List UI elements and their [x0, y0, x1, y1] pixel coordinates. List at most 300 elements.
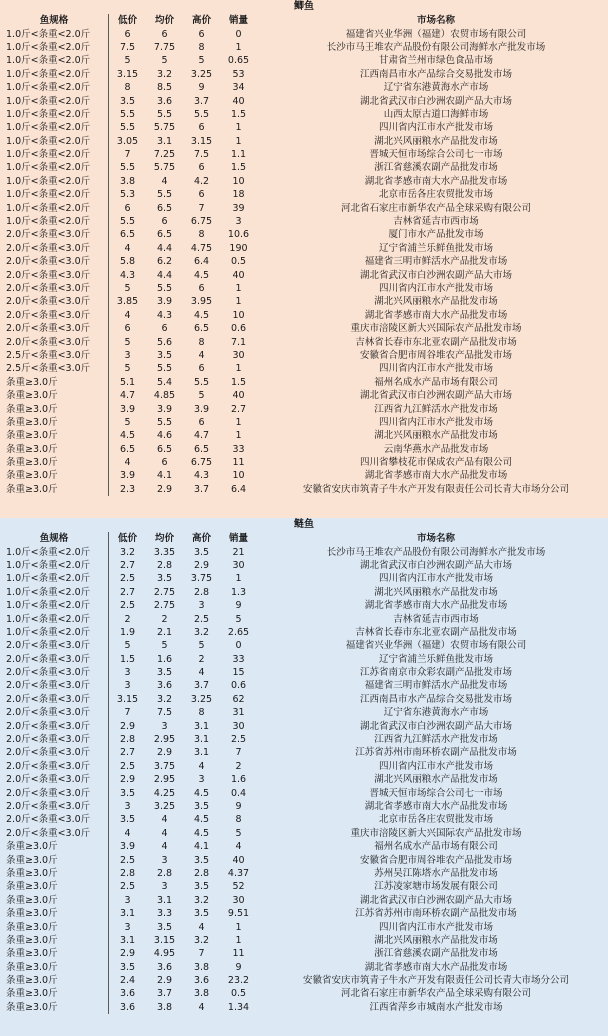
table-row	[0, 148, 608, 161]
cell-market: 江苏凌家塘市场发展有限公司	[374, 881, 498, 893]
cell-high: 5	[198, 55, 205, 67]
cell-market: 湖北省孝感市南大水产品批发市场	[364, 309, 508, 321]
cell-spec: 2.0斤<条重<3.0斤	[0, 813, 109, 826]
cell-spec: 2.0斤<条重<3.0斤	[0, 666, 109, 679]
cell-avg: 4.1	[156, 470, 173, 482]
cell-high: 6	[198, 122, 205, 134]
cell-volume: 1	[235, 363, 242, 375]
cell-market: 吉林省长春市东北亚农副产品批发市场	[355, 626, 517, 638]
cell-high: 7	[198, 948, 205, 960]
table-row	[0, 894, 608, 907]
cell-volume: 30	[232, 349, 245, 361]
cell-avg: 4	[161, 841, 168, 853]
cell-avg: 4.6	[156, 430, 173, 442]
cell-market: 重庆市涪陵区新大兴国际农产品批发市场	[350, 827, 522, 839]
cell-spec: 条重≥3.0斤	[0, 402, 109, 415]
cell-low: 3.85	[116, 296, 139, 308]
cell-high: 6	[198, 416, 205, 428]
cell-low: 4.5	[119, 430, 136, 442]
cell-spec: 2.0斤<条重<3.0斤	[0, 639, 109, 652]
table-row	[0, 175, 608, 188]
cell-spec: 1.0斤<条重<2.0斤	[0, 94, 109, 107]
cell-avg: 6	[161, 457, 168, 469]
cell-avg: 4.4	[156, 269, 173, 281]
cell-volume: 40	[232, 269, 245, 281]
cell-market: 四川省内江市水产批发市场	[378, 416, 493, 428]
table-row	[0, 376, 608, 389]
cell-market: 浙江省慈溪农副产品批发市场	[374, 948, 498, 960]
table-row	[0, 626, 608, 639]
header-market: 市场名称	[416, 533, 455, 545]
cell-spec: 条重≥3.0斤	[0, 853, 109, 866]
cell-high: 4	[198, 1001, 205, 1013]
cell-market: 四川省攀枝花市保成农产品有限公司	[359, 457, 512, 469]
cell-volume: 2.7	[230, 403, 247, 415]
cell-low: 3.9	[119, 403, 136, 415]
cell-low: 6.5	[119, 443, 136, 455]
cell-volume: 30	[232, 559, 245, 571]
cell-avg: 6.5	[156, 443, 173, 455]
cell-avg: 3.2	[156, 693, 173, 705]
table-row	[0, 41, 608, 54]
table-row	[0, 1001, 608, 1014]
cell-low: 5.5	[119, 162, 136, 174]
cell-spec: 2.0斤<条重<3.0斤	[0, 309, 109, 322]
table-row	[0, 693, 608, 706]
cell-low: 3.5	[119, 814, 136, 826]
table-row	[0, 242, 608, 255]
cell-low: 2.8	[119, 867, 136, 879]
cell-spec: 1.0斤<条重<2.0斤	[0, 121, 109, 134]
cell-market: 四川省内江市水产批发市场	[378, 573, 493, 585]
cell-high: 4.7	[193, 430, 210, 442]
cell-spec: 条重≥3.0斤	[0, 867, 109, 880]
cell-high: 4.2	[193, 175, 210, 187]
cell-avg: 3	[161, 854, 168, 866]
cell-avg: 5.5	[156, 108, 173, 120]
table-row	[0, 469, 608, 482]
cell-high: 7.5	[193, 149, 210, 161]
cell-low: 2.5	[119, 573, 136, 585]
cell-avg: 7.25	[153, 149, 176, 161]
cell-market: 甘肃省兰州市绿色食品市场	[378, 55, 493, 67]
cell-avg: 5.75	[153, 122, 176, 134]
cell-market: 湖北省孝感市南大水产品批发市场	[364, 801, 508, 812]
cell-avg: 3.5	[156, 667, 173, 679]
table-row	[0, 349, 608, 362]
cell-volume: 21	[232, 546, 245, 558]
cell-volume: 30	[232, 720, 245, 732]
cell-avg: 4.4	[156, 242, 173, 254]
cell-low: 3	[124, 667, 131, 679]
table-row	[0, 322, 608, 335]
cell-spec: 1.0斤<条重<2.0斤	[0, 81, 109, 94]
table-row	[0, 429, 608, 442]
cell-market: 云南华燕水产品批发市场	[383, 443, 489, 455]
cell-high: 3.8	[193, 961, 210, 973]
cell-spec: 条重≥3.0斤	[0, 416, 109, 429]
cell-spec: 条重≥3.0斤	[0, 974, 109, 987]
cell-market: 四川省内江市水产批发市场	[378, 921, 493, 933]
cell-volume: 9	[235, 961, 242, 973]
cell-avg: 5	[161, 55, 168, 67]
cell-volume: 1.1	[230, 149, 247, 161]
cell-market: 长沙市马王堆农产品股份有限公司海鲜水产批发市场	[326, 546, 546, 558]
cell-high: 5	[198, 640, 205, 652]
cell-volume: 34	[232, 82, 245, 94]
cell-spec: 1.0斤<条重<2.0斤	[0, 572, 109, 585]
cell-avg: 5.5	[156, 363, 173, 375]
cell-high: 8	[198, 336, 205, 348]
cell-market: 江苏省苏州市南环桥农副产品批发市场	[355, 908, 517, 920]
table-row	[0, 108, 608, 121]
cell-spec: 条重≥3.0斤	[0, 443, 109, 456]
cell-low: 3.1	[119, 908, 136, 920]
cell-avg: 3.1	[156, 894, 173, 906]
cell-volume: 10	[232, 470, 245, 482]
cell-spec: 条重≥3.0斤	[0, 840, 109, 853]
cell-high: 3.5	[193, 908, 210, 920]
cell-avg: 3.5	[156, 349, 173, 361]
cell-spec: 条重≥3.0斤	[0, 947, 109, 960]
cell-spec: 条重≥3.0斤	[0, 1001, 109, 1014]
cell-market: 四川省内江市水产批发市场	[378, 363, 493, 375]
cell-avg: 4.3	[156, 309, 173, 321]
cell-high: 3.2	[193, 934, 210, 946]
cell-spec: 1.0斤<条重<2.0斤	[0, 135, 109, 148]
table-row	[0, 907, 608, 920]
cell-volume: 15	[232, 667, 245, 679]
cell-spec: 条重≥3.0斤	[0, 934, 109, 947]
cell-volume: 30	[232, 894, 245, 906]
cell-spec: 条重≥3.0斤	[0, 880, 109, 893]
cell-high: 3.5	[193, 546, 210, 558]
cell-low: 3.5	[119, 787, 136, 799]
cell-high: 6	[198, 28, 205, 40]
price-table	[0, 532, 608, 1014]
cell-spec: 1.0斤<条重<2.0斤	[0, 599, 109, 612]
cell-volume: 11	[232, 948, 245, 960]
cell-volume: 9.51	[227, 908, 250, 920]
cell-avg: 3	[161, 881, 168, 893]
table-body	[0, 27, 608, 496]
cell-spec: 条重≥3.0斤	[0, 376, 109, 389]
cell-volume: 7	[235, 747, 242, 759]
cell-market: 四川省内江市水产批发市场	[378, 283, 493, 294]
cell-high: 8	[198, 707, 205, 719]
cell-avg: 6.2	[156, 256, 173, 268]
cell-high: 3.6	[193, 975, 210, 987]
cell-volume: 31	[232, 707, 245, 719]
cell-high: 5.5	[193, 108, 210, 120]
cell-low: 2.9	[119, 720, 136, 732]
cell-market: 湖北兴风丽粮水产品批发市场	[374, 774, 498, 786]
cell-volume: 33	[232, 443, 245, 455]
cell-avg: 6	[161, 323, 168, 335]
cell-high: 3.1	[193, 734, 210, 746]
cell-spec: 1.0斤<条重<2.0斤	[0, 54, 109, 67]
table-row	[0, 840, 608, 853]
cell-market: 晋城天恒市场综合公司七一市场	[369, 149, 503, 161]
cell-market: 安徽省安庆市筑青子牛水产开发有限责任公司长青大市场分公司	[302, 483, 569, 495]
cell-high: 6.5	[193, 443, 210, 455]
cell-high: 4.75	[190, 242, 213, 254]
cell-market: 江西省萍乡市城南水产批发市场	[369, 1001, 503, 1013]
cell-low: 3.5	[119, 961, 136, 973]
table-body	[0, 545, 608, 1014]
cell-low: 3	[124, 801, 131, 812]
cell-volume: 1.6	[230, 774, 247, 786]
cell-high: 4	[198, 921, 205, 933]
cell-low: 3	[124, 894, 131, 906]
cell-high: 6	[198, 189, 205, 201]
cell-avg: 7.75	[153, 41, 176, 53]
cell-spec: 条重≥3.0斤	[0, 920, 109, 933]
header-low: 低价	[117, 533, 137, 545]
cell-avg: 6	[161, 28, 168, 40]
cell-avg: 4.95	[153, 948, 176, 960]
cell-low: 3.15	[116, 68, 139, 80]
cell-volume: 9	[235, 600, 242, 612]
cell-high: 3.95	[190, 296, 213, 308]
cell-spec: 1.0斤<条重<2.0斤	[0, 175, 109, 188]
cell-market: 湖北兴风丽粮水产品批发市场	[374, 296, 498, 308]
cell-avg: 3.1	[156, 135, 173, 147]
cell-low: 5	[124, 336, 131, 348]
cell-low: 6	[124, 202, 131, 214]
cell-avg: 4.25	[153, 787, 176, 799]
cell-market: 湖北省孝感市南大水产品批发市场	[364, 961, 508, 973]
cell-market: 福州名成水产品市场有限公司	[374, 376, 498, 388]
cell-volume: 40	[232, 390, 245, 402]
cell-low: 3	[124, 349, 131, 361]
table-row	[0, 255, 608, 268]
cell-avg: 3.9	[156, 403, 173, 415]
header-spec: 鱼规格	[0, 14, 109, 27]
cell-low: 6	[124, 323, 131, 335]
cell-low: 6.5	[119, 229, 136, 241]
cell-volume: 11	[232, 457, 245, 469]
cell-market: 湖北省武汉市白沙洲农副产品大市场	[359, 720, 512, 732]
cell-market: 河北省石家庄市新华农产品全球采购有限公司	[340, 202, 531, 214]
table-row	[0, 653, 608, 666]
cell-spec: 2.0斤<条重<3.0斤	[0, 719, 109, 732]
cell-market: 湖北省武汉市白沙洲农副产品大市场	[359, 269, 512, 281]
cell-low: 7	[124, 707, 131, 719]
cell-market: 北京市岳各庄农贸批发市场	[378, 814, 493, 826]
cell-market: 湖北兴风丽粮水产品批发市场	[374, 934, 498, 946]
cell-avg: 2.75	[153, 586, 176, 598]
cell-volume: 1	[235, 283, 242, 294]
cell-low: 3.6	[119, 1001, 136, 1013]
cell-volume: 10	[232, 309, 245, 321]
cell-market: 江西省九江鲜活水产批发市场	[374, 403, 498, 415]
cell-low: 3.6	[119, 988, 136, 1000]
cell-spec: 条重≥3.0斤	[0, 894, 109, 907]
cell-volume: 53	[232, 68, 245, 80]
cell-high: 2.8	[193, 586, 210, 598]
cell-spec: 2.0斤<条重<3.0斤	[0, 800, 109, 813]
cell-high: 5	[198, 390, 205, 402]
cell-high: 4.5	[193, 827, 210, 839]
cell-low: 2.3	[119, 483, 136, 495]
cell-low: 4	[124, 309, 131, 321]
cell-avg: 3.15	[153, 934, 176, 946]
price-table	[0, 14, 608, 496]
cell-avg: 4.85	[153, 390, 176, 402]
table-row	[0, 853, 608, 866]
table-row	[0, 228, 608, 241]
cell-avg: 1.6	[156, 653, 173, 665]
cell-spec: 1.0斤<条重<2.0斤	[0, 201, 109, 214]
cell-avg: 3.6	[156, 95, 173, 107]
cell-market: 吉林省长春市东北亚农副产品批发市场	[355, 336, 517, 348]
table-row	[0, 639, 608, 652]
cell-low: 2.5	[119, 760, 136, 772]
cell-spec: 2.0斤<条重<3.0斤	[0, 242, 109, 255]
cell-market: 湖北省孝感市南大水产品批发市场	[364, 175, 508, 187]
cell-high: 3.7	[193, 95, 210, 107]
cell-spec: 条重≥3.0斤	[0, 456, 109, 469]
cell-high: 3.7	[193, 483, 210, 495]
cell-volume: 4.37	[227, 867, 250, 879]
cell-market: 福建省兴业华洲（福建）农贸市场有限公司	[345, 640, 527, 652]
cell-high: 6.5	[193, 323, 210, 335]
cell-volume: 1	[235, 122, 242, 134]
cell-volume: 33	[232, 653, 245, 665]
cell-market: 湖北省孝感市南大水产品批发市场	[364, 600, 508, 612]
cell-market: 江西南昌市水产品综合交易批发市场	[359, 693, 512, 705]
cell-market: 湖北省武汉市白沙洲农副产品大市场	[359, 559, 512, 571]
cell-volume: 0	[235, 28, 242, 40]
cell-low: 4.3	[119, 269, 136, 281]
table-row	[0, 934, 608, 947]
cell-high: 2.8	[193, 867, 210, 879]
table-row	[0, 94, 608, 107]
cell-spec: 1.0斤<条重<2.0斤	[0, 215, 109, 228]
cell-market: 江西省九江鲜活水产批发市场	[374, 734, 498, 746]
cell-avg: 2.9	[156, 483, 173, 495]
cell-high: 3	[198, 774, 205, 786]
cell-spec: 2.5斤<条重<3.0斤	[0, 349, 109, 362]
cell-market: 湖北省武汉市白沙洲农副产品大市场	[359, 390, 512, 402]
cell-high: 4.5	[193, 787, 210, 799]
table-row	[0, 282, 608, 295]
cell-spec: 条重≥3.0斤	[0, 389, 109, 402]
cell-market: 北京市岳各庄农贸批发市场	[378, 189, 493, 201]
cell-market: 江苏省苏州市南环桥农副产品批发市场	[355, 747, 517, 759]
table-row	[0, 201, 608, 214]
cell-high: 4.5	[193, 309, 210, 321]
cell-spec: 1.0斤<条重<2.0斤	[0, 27, 109, 40]
cell-market: 湖北兴风丽粮水产品批发市场	[374, 586, 498, 598]
table-row	[0, 215, 608, 228]
cell-spec: 1.0斤<条重<2.0斤	[0, 559, 109, 572]
cell-high: 4.1	[193, 841, 210, 853]
cell-low: 2.5	[119, 600, 136, 612]
cell-spec: 2.5斤<条重<3.0斤	[0, 362, 109, 375]
cell-high: 9	[198, 82, 205, 94]
cell-low: 3.2	[119, 546, 136, 558]
cell-high: 3.2	[193, 626, 210, 638]
cell-market: 吉林省延吉市西市场	[393, 613, 479, 625]
cell-low: 3.15	[116, 693, 139, 705]
table-row	[0, 612, 608, 625]
cell-spec: 2.0斤<条重<3.0斤	[0, 255, 109, 268]
header-spec: 鱼规格	[0, 532, 109, 545]
cell-high: 3.1	[193, 747, 210, 759]
table-row	[0, 733, 608, 746]
cell-high: 3.25	[190, 68, 213, 80]
header-market: 市场名称	[416, 15, 455, 27]
cell-spec: 2.0斤<条重<3.0斤	[0, 706, 109, 719]
table-row	[0, 786, 608, 799]
cell-low: 2.7	[119, 559, 136, 571]
cell-volume: 1	[235, 573, 242, 585]
cell-spec: 2.0斤<条重<3.0斤	[0, 786, 109, 799]
table-header-row	[0, 14, 608, 27]
table-row	[0, 706, 608, 719]
table-row	[0, 679, 608, 692]
table-row	[0, 443, 608, 456]
table-row	[0, 335, 608, 348]
cell-high: 3.2	[193, 894, 210, 906]
cell-low: 1.5	[119, 653, 136, 665]
cell-market: 湖北省武汉市白沙洲农副产品大市场	[359, 95, 512, 107]
cell-volume: 52	[232, 881, 245, 893]
cell-avg: 2.95	[153, 734, 176, 746]
cell-spec: 1.0斤<条重<2.0斤	[0, 68, 109, 81]
cell-volume: 23.2	[227, 975, 250, 987]
cell-volume: 5	[235, 613, 242, 625]
cell-volume: 0.6	[230, 680, 247, 692]
cell-low: 5.3	[119, 189, 136, 201]
cell-market: 山西太原古道口海鲜市场	[383, 108, 489, 120]
cell-low: 5.1	[119, 376, 136, 388]
cell-spec: 条重≥3.0斤	[0, 907, 109, 920]
cell-market: 河北省石家庄市新华农产品全球采购有限公司	[340, 988, 531, 1000]
cell-market: 湖北省武汉市白沙洲农副产品大市场	[359, 894, 512, 906]
cell-high: 4	[198, 667, 205, 679]
cell-high: 2	[198, 653, 205, 665]
cell-volume: 1	[235, 416, 242, 428]
cell-low: 3	[124, 680, 131, 692]
cell-high: 6.4	[193, 256, 210, 268]
section-title: 鲫鱼	[294, 1, 314, 12]
cell-avg: 3.3	[156, 908, 173, 920]
cell-high: 3.5	[193, 854, 210, 866]
cell-spec: 条重≥3.0斤	[0, 483, 109, 496]
cell-volume: 62	[232, 693, 245, 705]
cell-avg: 3.6	[156, 961, 173, 973]
table-row	[0, 880, 608, 893]
cell-avg: 5	[161, 640, 168, 652]
cell-volume: 0.4	[230, 787, 247, 799]
cell-spec: 1.0斤<条重<2.0斤	[0, 148, 109, 161]
cell-spec: 1.0斤<条重<2.0斤	[0, 586, 109, 599]
cell-high: 3.8	[193, 988, 210, 1000]
header-volume: 销量	[228, 15, 248, 27]
cell-spec: 2.0斤<条重<3.0斤	[0, 228, 109, 241]
cell-avg: 3.25	[153, 801, 176, 812]
cell-volume: 18	[232, 189, 245, 201]
table-row	[0, 402, 608, 415]
cell-low: 4	[124, 827, 131, 839]
cell-low: 4.7	[119, 390, 136, 402]
cell-spec: 1.0斤<条重<2.0斤	[0, 545, 109, 558]
table-row	[0, 121, 608, 134]
table-row	[0, 800, 608, 813]
